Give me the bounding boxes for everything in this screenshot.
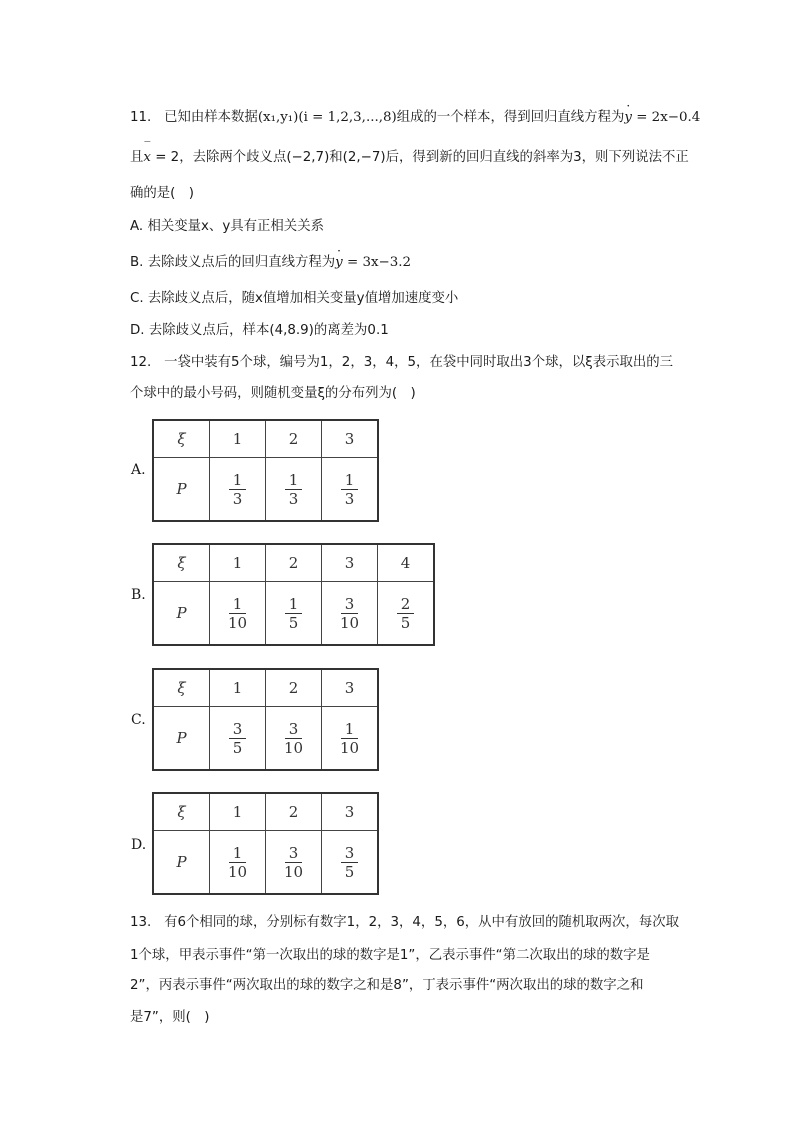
denominator: 3	[232, 489, 243, 508]
prob-cell	[378, 582, 435, 646]
p-header: P	[153, 582, 210, 646]
numerator: 1	[341, 471, 359, 490]
xi-header: ξ	[153, 420, 210, 458]
q12-line-1	[130, 353, 673, 373]
q11-option-a: A. 相关变量x、y具有正相关关系	[130, 219, 324, 234]
q13-line-2: 1个球，甲表示事件“第一次取出的球的数字是1”，乙表示事件“第二次取出的球的数字是	[130, 948, 650, 963]
q11-number: 11.	[130, 110, 152, 125]
numerator: 1	[229, 471, 247, 490]
xi-value: 2	[266, 544, 322, 582]
denominator: 5	[344, 862, 355, 881]
prob-cell	[322, 831, 379, 895]
denominator: 5	[288, 613, 299, 632]
q11-text: 已知由样本数据	[164, 110, 258, 125]
xi-header: ξ	[153, 793, 210, 831]
xi-value: 4	[378, 544, 435, 582]
q11-option-b-eq: = 3x−3.2	[342, 255, 412, 270]
q11-option-b-text: B. 去除歧义点后的回归直线方程为	[130, 255, 336, 270]
q12-option-c-table	[152, 668, 379, 771]
q11-text: 且	[130, 150, 144, 165]
denominator: 10	[339, 613, 360, 632]
q13-line-1	[130, 913, 679, 933]
numerator: 3	[341, 595, 359, 614]
q11-option-b	[130, 253, 411, 273]
denominator: 10	[283, 738, 304, 757]
numerator: 1	[229, 844, 247, 863]
q11-option-c: C. 去除歧义点后，随x值增加相关变量y值增加速度变小	[130, 291, 459, 306]
q11-text: = 2，去除两个歧义点(−2,7)和(2,−7)后，得到新的回归直线的斜率为3，则下列说法不正	[150, 150, 689, 165]
q13-line-3: 2”，丙表示事件“两次取出的球的数字之和是8”，丁表示事件“两次取出的球的数字之和	[130, 978, 644, 993]
q12-line-2: 个球中的最小号码，则随机变量ξ的分布列为( )	[130, 386, 416, 401]
q12-option-d-table	[152, 792, 379, 895]
denominator: 5	[400, 613, 411, 632]
numerator: 3	[285, 720, 303, 739]
numerator: 1	[341, 720, 359, 739]
prob-cell	[210, 458, 266, 522]
prob-cell	[266, 458, 322, 522]
p-header: P	[153, 831, 210, 895]
q11-x-bar: ‾ x	[143, 148, 151, 168]
q13-text: 有6个相同的球，分别标有数字1，2，3，4，5，6，从中有放回的随机取两次，每次取	[164, 915, 679, 930]
q11-y-hat: · y	[335, 253, 343, 273]
xi-header: ξ	[153, 669, 210, 707]
numerator: 1	[229, 595, 247, 614]
xi-value: 2	[266, 669, 322, 707]
q11-line-1	[130, 108, 700, 128]
q13-line-4: 是7”，则( )	[130, 1010, 210, 1025]
p-header: P	[153, 707, 210, 771]
q11-line-3: 确的是( )	[130, 186, 195, 201]
xi-value: 1	[210, 544, 266, 582]
q12-option-c-label: C.	[131, 712, 146, 728]
prob-cell	[266, 831, 322, 895]
p-header: P	[153, 458, 210, 522]
prob-cell	[322, 458, 379, 522]
numerator: 3	[285, 844, 303, 863]
xi-value: 2	[266, 420, 322, 458]
q12-option-b-table	[152, 543, 435, 646]
q12-option-b-label: B.	[131, 587, 146, 603]
xi-value: 3	[322, 420, 379, 458]
prob-cell	[210, 582, 266, 646]
q11-text: 组成的一个样本，得到回归直线方程为	[396, 110, 625, 125]
xi-value: 3	[322, 669, 379, 707]
q13-number: 13.	[130, 915, 152, 930]
q11-sample-math: (x₁,y₁)(i = 1,2,3,...,8)	[257, 110, 397, 125]
denominator: 10	[283, 862, 304, 881]
prob-cell	[266, 582, 322, 646]
numerator: 3	[229, 720, 247, 739]
denominator: 10	[339, 738, 360, 757]
numerator: 3	[341, 844, 359, 863]
xi-value: 3	[322, 544, 378, 582]
xi-value: 1	[210, 669, 266, 707]
xi-header: ξ	[153, 544, 210, 582]
q12-option-d-label: D.	[131, 837, 147, 853]
prob-cell	[210, 707, 266, 771]
q12-option-a-label: A.	[131, 462, 146, 478]
denominator: 3	[288, 489, 299, 508]
prob-cell	[210, 831, 266, 895]
denominator: 5	[232, 738, 243, 757]
xi-value: 3	[322, 793, 379, 831]
xi-value: 2	[266, 793, 322, 831]
q11-line-2	[130, 148, 689, 168]
xi-value: 1	[210, 793, 266, 831]
prob-cell	[322, 707, 379, 771]
numerator: 1	[285, 595, 303, 614]
numerator: 2	[397, 595, 415, 614]
q11-option-d: D. 去除歧义点后，样本(4,8.9)的离差为0.1	[130, 323, 389, 338]
q12-text: 一袋中装有5个球，编号为1，2，3，4，5，在袋中同时取出3个球，以ξ表示取出的三	[164, 355, 674, 370]
prob-cell	[322, 582, 378, 646]
q11-y-hat: · y	[624, 108, 632, 128]
xi-value: 1	[210, 420, 266, 458]
q12-option-a-table	[152, 419, 379, 522]
numerator: 1	[285, 471, 303, 490]
denominator: 3	[344, 489, 355, 508]
q12-number: 12.	[130, 355, 152, 370]
prob-cell	[266, 707, 322, 771]
q11-regression-eq: = 2x−0.4	[631, 110, 701, 125]
denominator: 10	[227, 613, 248, 632]
denominator: 10	[227, 862, 248, 881]
